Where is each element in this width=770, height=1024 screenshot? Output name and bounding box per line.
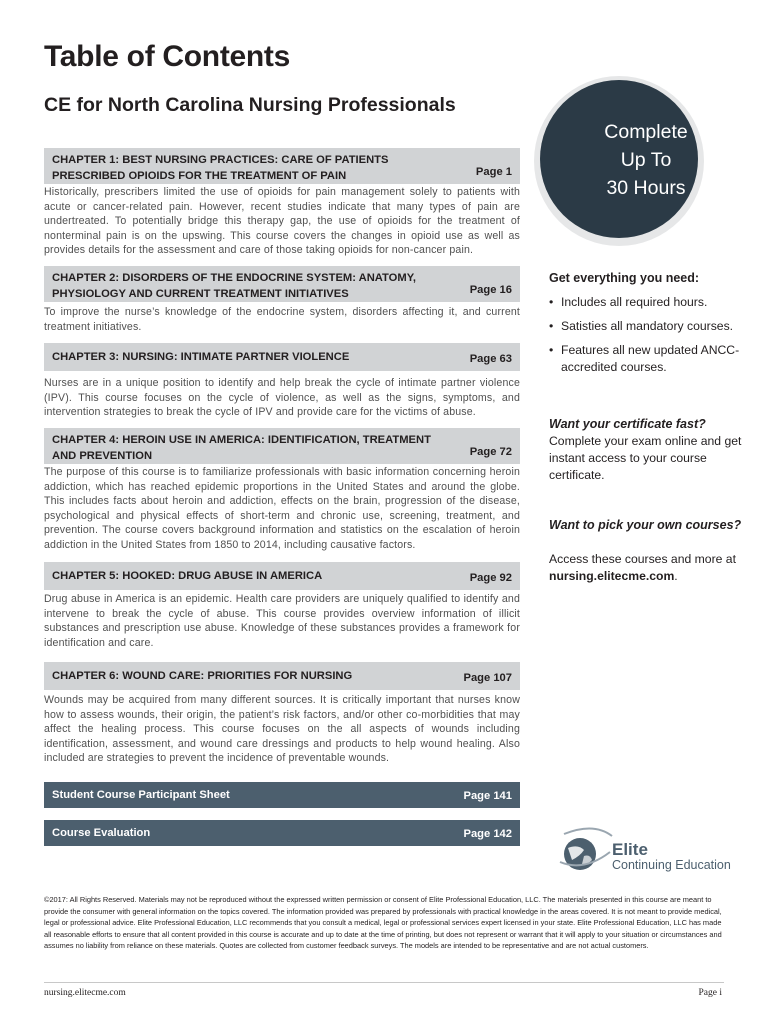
chapter-1-bar[interactable] [44, 148, 520, 184]
certificate-text: Complete your exam online and get instant access to your course certificate. [549, 434, 742, 482]
legal-disclaimer: ©2017: All Rights Reserved. Materials may not be reproduced without the expressed written permission or consent of Elite Professional Education, LLC. The materials presented in this course are meant to provide the consumer with general information on the topics covered. The information provided was prepared by professionals with practical knowledge in the areas covered. It is not meant to provide medical, legal or professional advice. Elite Professional Education, LLC recommends that you consult a medical, legal or professional services expert licensed in your state. Elite Professional Education, LLC has made all reasonable efforts to ensure that all content provided in this course is accurate and up to date at the time of printing, but does not represent or warrant that it will apply to your situation or circumstances and assumes no liability from reliance on these materials. Quotes are collected from customer feedback surveys. The models are intended to be representative and are not actual customers. [44, 895, 722, 951]
chapter-5-page: Page 92 [469, 572, 512, 584]
chapter-5-title: CHAPTER 5: HOOKED: DRUG ABUSE IN AMERICA [52, 570, 323, 582]
logo-tagline: Continuing Education [612, 858, 731, 872]
chapter-3-page: Page 63 [469, 353, 512, 365]
chapter-6-title: CHAPTER 6: WOUND CARE: PRIORITIES FOR NURSING [52, 670, 353, 682]
chapter-6-page: Page 107 [463, 672, 512, 684]
participant-sheet-bar[interactable] [44, 782, 520, 808]
chapter-5-bar[interactable] [44, 562, 520, 590]
bullet-icon: • [549, 343, 554, 357]
chapter-5-description: Drug abuse in America is an epidemic. Health care providers are uniquely qualified to identify and intervene to break the cycle of abuse. This course provides overview information of illicit substances and prescription use abuse. Knowledge of these substances provides a framework for identification and care. [44, 593, 520, 649]
globe-icon [554, 826, 614, 874]
chapter-6-description: Wounds may be acquired from many different sources. It is critically important that nurses know how to assess wounds, their origin, the patient’s risk factors, and/or other co-morbidities that may affect the healing process. This course focuses on the all aspects of wounds including identification, assessment, and wound care dressings and products to help wound healing. Also included are strategies to prevent the incidence of preventable wounds. [44, 694, 520, 764]
pick-courses-text: Access these courses and more at nursing.elitecme.com. [549, 552, 736, 583]
course-evaluation-page: Page 142 [463, 828, 512, 840]
chapter-2-bar[interactable] [44, 266, 520, 302]
certificate-heading: Want your certificate fast? [549, 417, 706, 431]
sidebar-bullet-3: • Features all new updated ANCC-accredited courses. [549, 343, 740, 374]
sidebar-heading: Get everything you need: [549, 271, 700, 285]
footer-page-number: Page i [698, 988, 722, 998]
chapter-1-description: Historically, prescribers limited the use of opioids for pain management solely to patients with acute or cancer-related pain. However, recent studies indicate that many types of pain are undertreated. To potentially bridge this therapy gap, the use of opioids for the treatment of nonterminal pain is on the upswing. This course covers the changes in opioid use as well as provides details for the assessment and care of those taking opioids for non-cancer pain. [44, 186, 520, 256]
badge-line-3: 30 Hours [606, 177, 686, 199]
chapter-2-title: CHAPTER 2: DISORDERS OF THE ENDOCRINE SYSTEM: ANATOMY, PHYSIOLOGY AND CURRENT TREATMENT INITIATIVES [52, 272, 417, 300]
chapter-4-page: Page 72 [469, 446, 512, 458]
participant-sheet-page: Page 141 [463, 790, 512, 802]
badge-line-2: Up To [620, 149, 672, 171]
chapter-2-description: To improve the nurse’s knowledge of the endocrine system, disorders affecting it, and current treatment initiatives. [44, 306, 520, 333]
chapter-3-title: CHAPTER 3: NURSING: INTIMATE PARTNER VIOLENCE [52, 351, 350, 363]
chapter-4-title: CHAPTER 4: HEROIN USE IN AMERICA: IDENTIFICATION, TREATMENT AND PREVENTION [52, 434, 431, 462]
footer-url[interactable]: nursing.elitecme.com [44, 988, 126, 998]
chapter-4-bar[interactable] [44, 428, 520, 464]
badge-text [548, 118, 744, 202]
page-title: Table of Contents [44, 40, 291, 73]
participant-sheet-title: Student Course Participant Sheet [52, 789, 230, 801]
badge-line-1: Complete [604, 121, 688, 143]
chapter-1-title: CHAPTER 1: BEST NURSING PRACTICES: CARE OF PATIENTS PRESCRIBED OPIOIDS FOR THE TREATMENT OF PAIN [52, 154, 389, 182]
chapter-4-description: The purpose of this course is to familiarize professionals with basic information concerning heroin addiction, which has reached epidemic proportions in the United States and around the globe. This includes facts about heroin and addiction, effects on the brain, progression of the disease, psychological and physical effects of short-term and chronic use, screening, treatment, and prevention. The course covers background information and statistics on the escalation of heroin addiction in the United States from 1850 to 2014, including causative factors. [44, 466, 520, 551]
sidebar-bullet-1: • Includes all required hours. [549, 295, 708, 309]
pick-courses-heading: Want to pick your own courses? [549, 518, 742, 532]
chapter-3-bar[interactable] [44, 343, 520, 371]
course-evaluation-title: Course Evaluation [52, 827, 151, 839]
chapter-6-bar[interactable] [44, 662, 520, 690]
course-evaluation-bar[interactable] [44, 820, 520, 846]
chapter-2-page: Page 16 [469, 284, 512, 296]
bullet-icon: • [549, 295, 554, 309]
chapter-1-page: Page 1 [475, 166, 512, 178]
page-subtitle: CE for North Carolina Nursing Professionals [44, 94, 456, 116]
logo-name: Elite [612, 840, 648, 859]
footer-divider [44, 982, 724, 983]
sidebar-bullet-2: • Satisties all mandatory courses. [549, 319, 734, 333]
website-link[interactable]: nursing.elitecme.com [549, 569, 675, 583]
bullet-icon: • [549, 319, 554, 333]
chapter-3-description: Nurses are in a unique position to identify and help break the cycle of intimate partner violence (IPV). This course focuses on the cycle of violence, as well as the signs, symptoms, and intervention strategies to break the cycle of IPV and provide care for the victims of abuse. [44, 377, 520, 418]
